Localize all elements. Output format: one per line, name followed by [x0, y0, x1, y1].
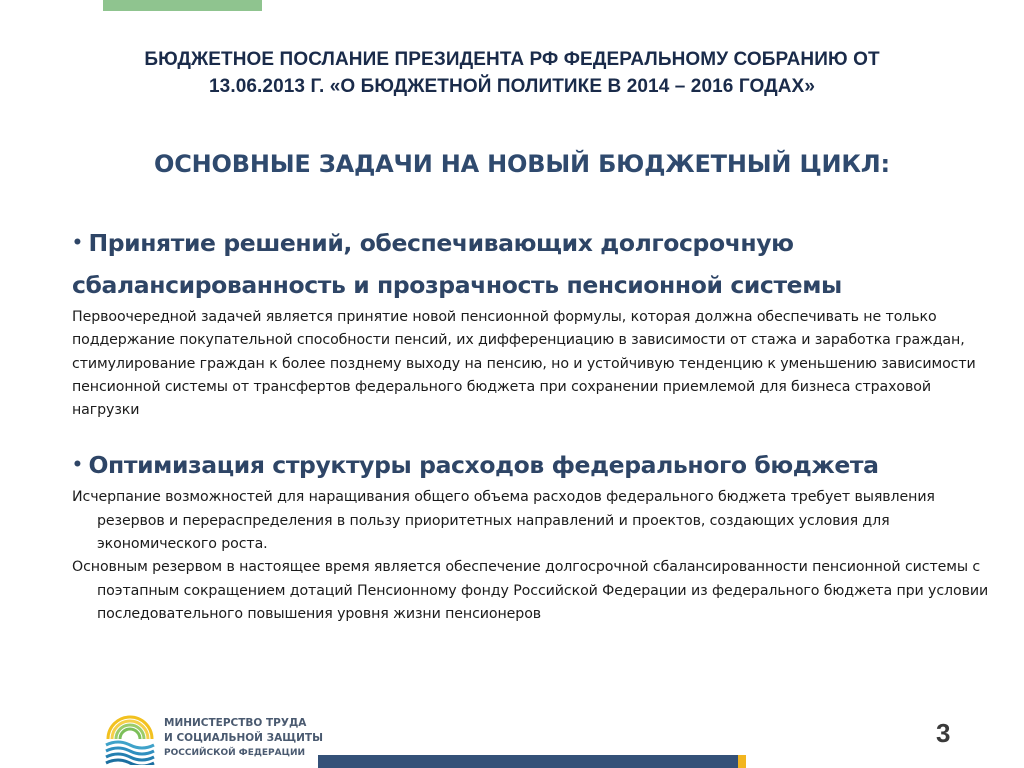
ministry-logo-icon — [104, 713, 156, 765]
bullet-dot-icon: • — [72, 233, 83, 253]
bullet-heading-pension — [72, 222, 992, 306]
header-title-line-2: 13.06.2013 Г. «О БЮДЖЕТНОЙ ПОЛИТИКЕ В 2014 – 2016 ГОДАХ» — [209, 76, 815, 97]
header-title-line-1: БЮДЖЕТНОЕ ПОСЛАНИЕ ПРЕЗИДЕНТА РФ ФЕДЕРАЛЬНОМУ СОБРАНИЮ ОТ — [144, 49, 880, 70]
footer-organization-name — [164, 716, 323, 761]
section-title: ОСНОВНЫЕ ЗАДАЧИ НА НОВЫЙ БЮДЖЕТНЫЙ ЦИКЛ: — [154, 150, 890, 178]
footer-org-line-3: РОССИЙСКОЙ ФЕДЕРАЦИИ — [164, 748, 306, 758]
bullet-paragraph-budget-2: Основным резервом в настоящее время является обеспечение долгосрочной сбалансированности пенсионной системы с поэтапным сокращением дотаций Пенсионному фонду Российской Федерации из федерального бюджета при условии последовательного повышения уровня жизни пенсионеров — [72, 559, 989, 622]
bullet-block-pension — [72, 222, 992, 422]
main-content — [72, 222, 992, 626]
bullet-block-budget — [72, 444, 992, 626]
page-number: 3 — [936, 718, 951, 748]
top-accent-bar — [103, 0, 262, 11]
bullet-heading-budget — [72, 444, 992, 486]
bullet-paragraph-budget-1: Исчерпание возможностей для наращивания общего объема расходов федерального бюджета требует выявления резервов и перераспределения в пользу приоритетных направлений и проектов, создающих условия для экономического роста. — [72, 489, 935, 553]
bullet-heading-line-1: Принятие решений, обеспечивающих долгосрочную — [88, 229, 794, 257]
page-header-title — [40, 46, 984, 100]
footer-org-line-1: МИНИСТЕРСТВО ТРУДА — [164, 717, 307, 729]
bottom-accent-bar — [318, 755, 738, 768]
bullet-paragraph-pension: Первоочередной задачей является принятие новой пенсионной формулы, которая должна обеспечивать не только поддержание покупательной способности пенсий, их дифференциацию в зависимости от стажа и заработка граждан, стимулирование граждан к более позднему выходу на пенсию, но и устойчивую тенденцию к уменьшению зависимости пенсионной системы от трансфертов федерального бюджета при сохранении приемлемой для бизнеса страховой нагрузки — [72, 309, 976, 419]
bottom-yellow-accent — [738, 755, 746, 768]
bullet-heading-line-1: Оптимизация структуры расходов федерального бюджета — [88, 451, 879, 480]
footer-org-line-2: И СОЦИАЛЬНОЙ ЗАЩИТЫ — [164, 732, 323, 744]
bullet-dot-icon: • — [72, 455, 83, 476]
bullet-heading-line-2: сбалансированность и прозрачность пенсионной системы — [72, 271, 842, 299]
